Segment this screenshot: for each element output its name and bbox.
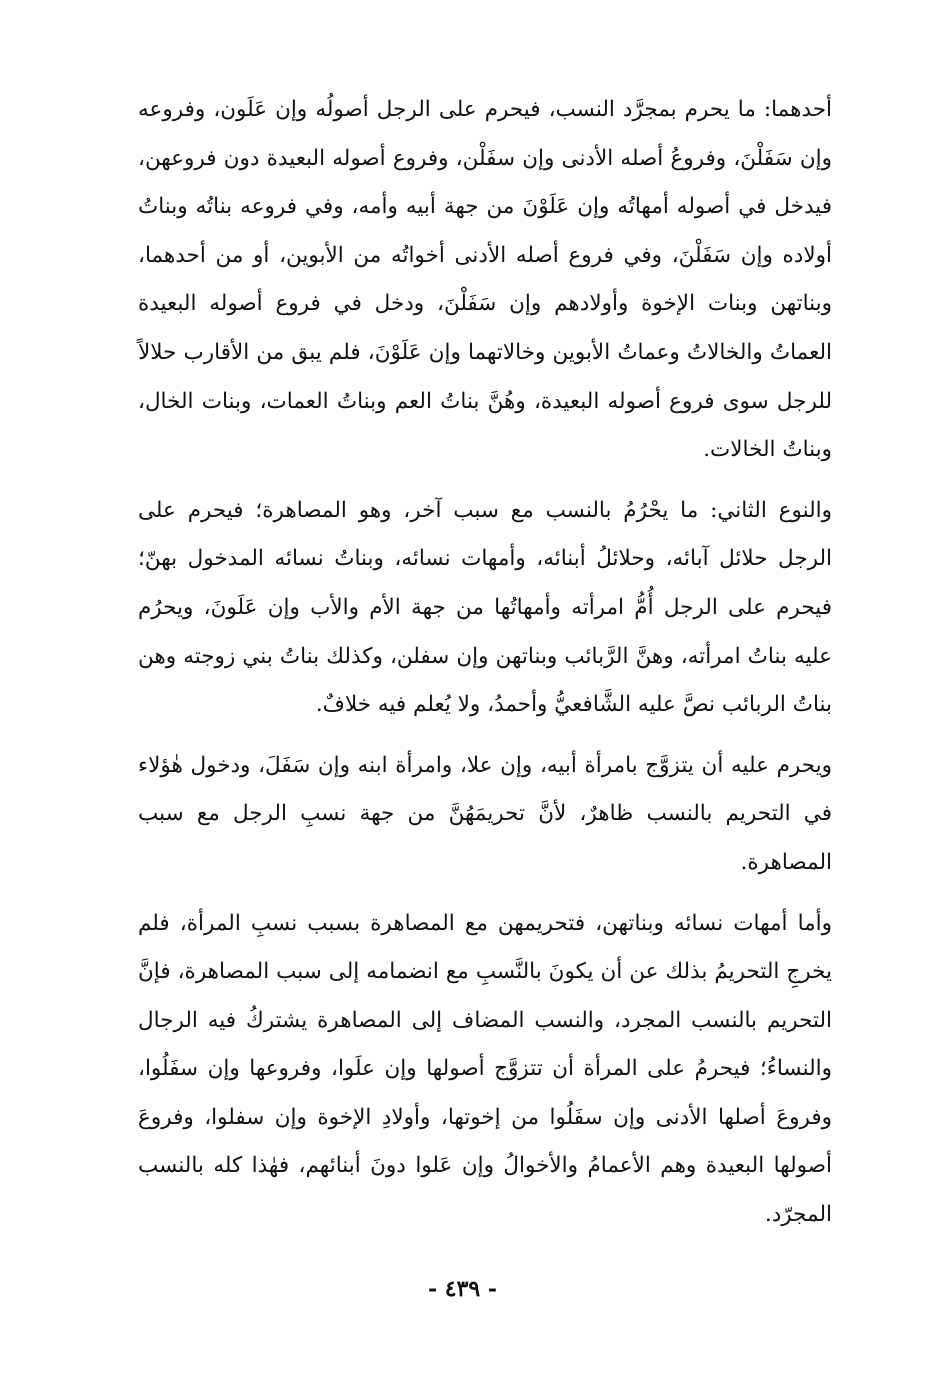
paragraph-father-wife: ويحرم عليه أن يتزوَّج بامرأة أبيه، وإن علا، وامرأة ابنه وإن سَفَلَ، ودخول هٰؤلاء في التحريم بالنسب ظاهرٌ، لأنَّ تحريمَهُنَّ من جهة نسبِ الرجل مع سبب المصاهرة. bbox=[138, 752, 832, 875]
paragraph-gap bbox=[138, 475, 832, 487]
main-text bbox=[138, 86, 832, 1240]
paragraph-second-type: والنوع الثاني: ما يحْرُمُ بالنسب مع سبب آخر، وهو المصاهرة؛ فيحرم على الرجل حلائل آبائه، وحلائلُ أبنائه، وأمهات نسائه، وبناتُ نسائه المدخول بهنّ؛ فيحرم على الرجل أُمُّ امرأته وأمهاتُها من جهة الأم والأب وإن عَلَونَ، ويحرُم عليه بناتُ امرأته، وهنَّ الرَّبائب وبناتهن وإن سفلن، وكذلك بناتُ بني زوجته وهن بناتُ الربائب نصَّ عليه الشَّافعيُّ وأحمدُ، ولا يُعلم فيه خلافٌ. bbox=[138, 497, 832, 718]
paragraph-mothers-of-wives: وأما أمهات نسائه وبناتهن، فتحريمهن مع المصاهرة بسبب نسبِ المرأة، فلم يخرجِ التحريمُ بذلك عن أن يكونَ بالنَّسبِ مع انضمامه إلى سبب المصاهرة، فإنَّ التحريم بالنسب المجرد، والنسب المضاف إلى المصاهرة يشتركُ فيه الرجال والنساءُ؛ فيحرمُ على المرأة أن تتزوَّج أصولها وإن علَوا، وفروعها وإن سفَلُوا، وفروعَ أصلها الأدنى وإن سفَلُوا من إخوتها، وأولادِ الإخوة وإن سفلوا، وفروعَ أصولها البعيدة وهم الأعمامُ والأخوالُ وإن عَلوا دونَ أبنائهم، فهٰذا كله بالنسب المجرّد. bbox=[138, 910, 832, 1228]
paragraph-gap bbox=[138, 730, 832, 742]
page-number: - ٤٣٩ - bbox=[427, 1276, 498, 1302]
paragraph-gap bbox=[138, 888, 832, 900]
paragraph-first-type: أحدهما: ما يحرم بمجرَّد النسب، فيحرم على الرجل أصولُه وإن عَلَون، وفروعه وإن سَفَلْنَ، وفروعُ أصله الأدنى وإن سفَلْن، وفروع أصوله البعيدة دون فروعهن، فيدخل في أصوله أمهاتُه وإن عَلَوْنَ من جهة أبيه وأمه، وفي فروعه بناتُه وبناتُ أولاده وإن سَفَلْنَ، وفي فروع أصله الأدنى أخواتُه من الأبوين، أو من أحدهما، وبناتهن وبنات الإخوة وأولادهم وإن سَفَلْنَ، ودخل في فروع أصوله البعيدة العماتُ والخالاتُ وعماتُ الأبوين وخالاتهما وإن عَلَوْنَ، فلم يبق من الأقارب حلالاً للرجل سوى فروع أصوله البعيدة، وهُنَّ بناتُ العم وبناتُ العمات، وبنات الخال، وبناتُ الخالات. bbox=[138, 97, 832, 463]
